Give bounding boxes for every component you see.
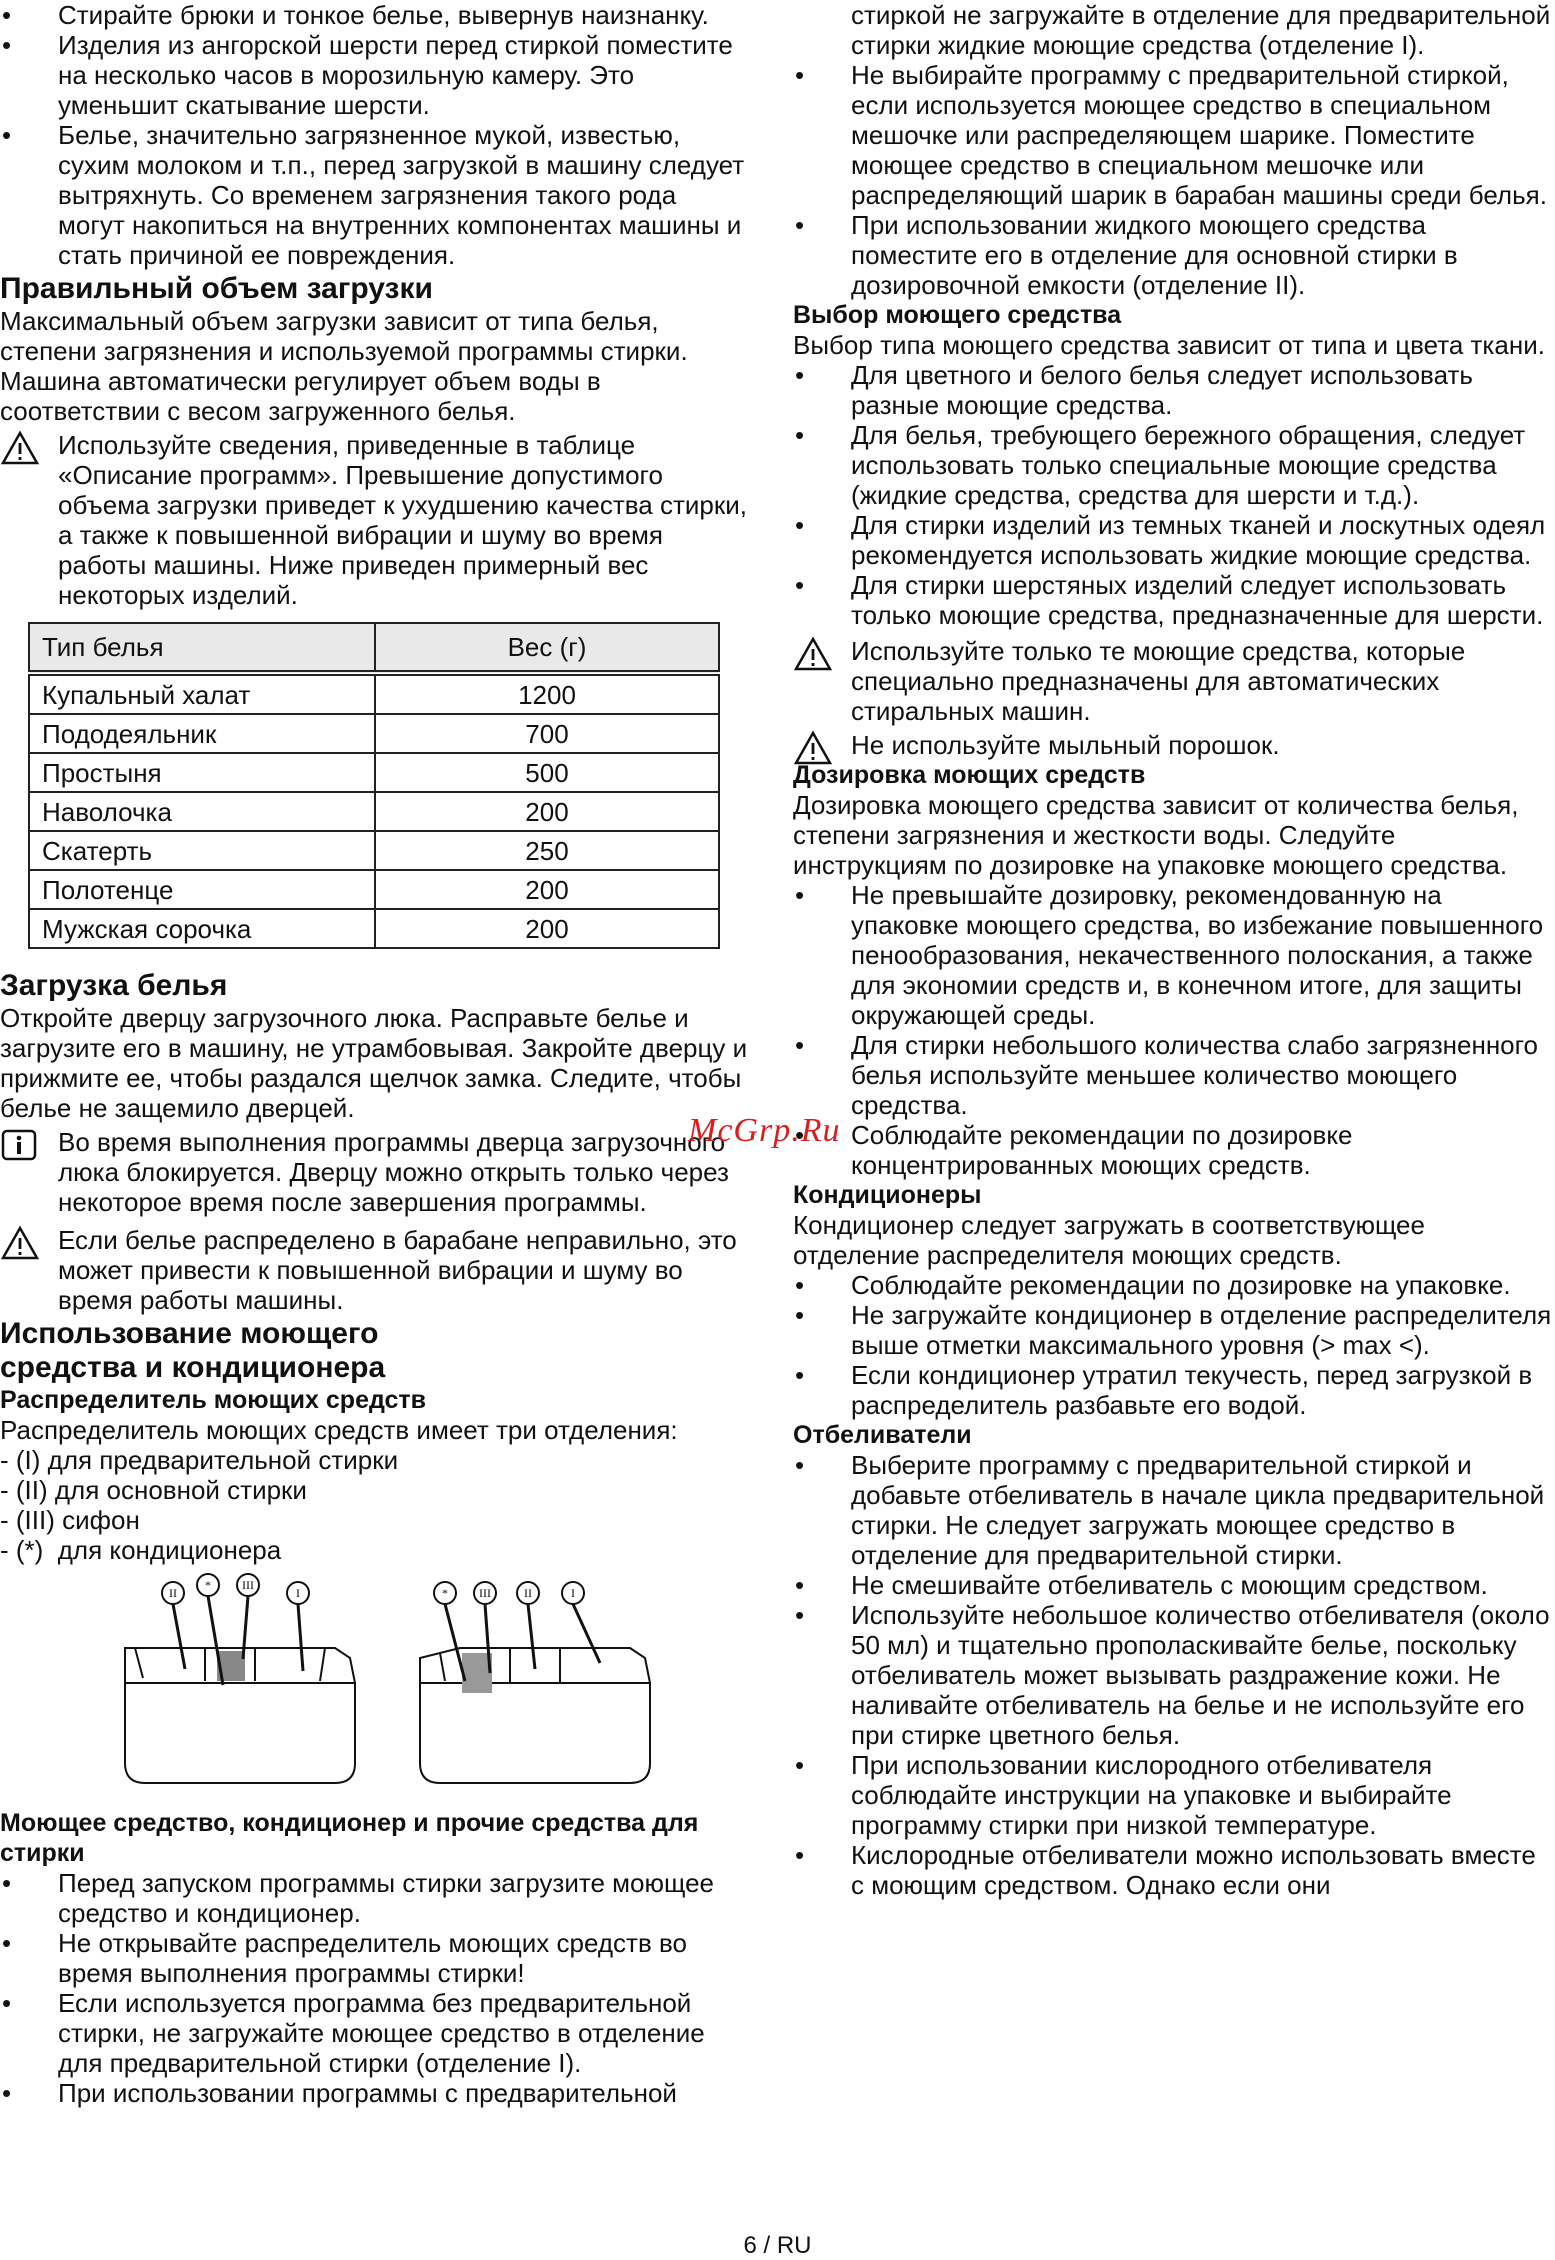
table-cell: 250 bbox=[375, 831, 719, 870]
table-cell: Пододеяльник bbox=[29, 714, 375, 753]
warning-text: Используйте только те моющие средства, которые специально предназначены для автоматических стиральных машин. bbox=[851, 636, 1466, 726]
list-item: • Соблюдайте рекомендации по дозировке на упаковке. bbox=[793, 1270, 1555, 1300]
label-compartment: III bbox=[479, 1586, 491, 1600]
subheading-dispenser: Распределитель моющих средств bbox=[0, 1386, 427, 1414]
list-item: • Белье, значительно загрязненное мукой, известью, сухим молоком и т.п., перед загрузкой в машину следует вытряхнуть. Со временем загрязнения такого рода могут накопиться на внутренних компонентах машины и стать причиной ее повреждения. bbox=[0, 120, 750, 270]
warning-note bbox=[0, 1225, 750, 1315]
weight-table bbox=[28, 622, 720, 949]
list-item: • Кислородные отбеливатели можно использовать вместе с моющим средством. Однако если они bbox=[793, 1840, 1555, 1900]
label-compartment: III bbox=[242, 1578, 254, 1592]
table-cell: Купальный халат bbox=[29, 673, 375, 714]
list-item: • Не загружайте кондиционер в отделение распределителя выше отметки максимального уровня (> max <). bbox=[793, 1300, 1555, 1360]
list-item: • Не выбирайте программу с предварительной стиркой, если используется моющее средство в специальном мешочке или распределяющем шарике. Поместите моющее средство в специальном мешочке или распределяющий шарик в барабан машины среди белья. bbox=[793, 60, 1555, 210]
list-item: • При использовании кислородного отбеливателя соблюдайте инструкции на упаковке и выбирайте программу стирки при низкой температуре. bbox=[793, 1750, 1555, 1840]
subheading-conditioners: Кондиционеры bbox=[793, 1181, 982, 1209]
label-compartment: II bbox=[524, 1586, 532, 1600]
dispenser-figures bbox=[0, 1573, 750, 1808]
warning-note bbox=[793, 636, 1555, 726]
list-item: • Не открывайте распределитель моющих средств во время выполнения программы стирки! bbox=[0, 1928, 750, 1988]
table-header-cell: Вес (г) bbox=[375, 623, 719, 673]
subheading-bleach: Отбеливатели bbox=[793, 1421, 972, 1449]
table-row bbox=[29, 792, 719, 831]
list-item: • Для стирки шерстяных изделий следует использовать только моющие средства, предназначенные для шерсти. bbox=[793, 570, 1555, 630]
table-cell: 1200 bbox=[375, 673, 719, 714]
table-cell: 500 bbox=[375, 753, 719, 792]
table-row bbox=[29, 673, 719, 714]
paragraph: Дозировка моющего средства зависит от количества белья, степени загрязнения и жесткости воды. Следуйте инструкциям по дозировке на упаковке моющего средства. bbox=[793, 790, 1519, 880]
table-cell: Наволочка bbox=[29, 792, 375, 831]
list-item: • Используйте небольшое количество отбеливателя (около 50 мл) и тщательно прополаскивайте белье, поскольку отбеливатель может вызывать раздражение кожи. Не наливайте отбеливатель на белье и не используйте его при стирке цветного белья. bbox=[793, 1600, 1555, 1750]
list-item: • Не смешивайте отбеливатель с моющим средством. bbox=[793, 1570, 1555, 1600]
watermark: McGrp.Ru bbox=[688, 1112, 841, 1149]
compartment-item: - (*) для кондиционера bbox=[0, 1535, 282, 1565]
warning-text: Используйте сведения, приведенные в таблице «Описание программ». Превышение допустимого объема загрузки приведет к ухудшению качества стирки, а также к повышенной вибрации и шуму во время работы машины. Ниже приведен примерный вес некоторых изделий. bbox=[58, 430, 747, 610]
section-heading-detergent: Использование моющего средства и кондиционера bbox=[0, 1317, 386, 1384]
table-header-row bbox=[29, 623, 719, 673]
warning-icon bbox=[793, 636, 833, 672]
table-row bbox=[29, 714, 719, 753]
table-row bbox=[29, 870, 719, 909]
left-column bbox=[0, 0, 750, 2108]
list-item: • Соблюдайте рекомендации по дозировке концентрированных моющих средств. bbox=[793, 1120, 1555, 1180]
table-cell: 700 bbox=[375, 714, 719, 753]
label-compartment: II bbox=[169, 1586, 177, 1600]
list-item: • Изделия из ангорской шерсти перед стиркой поместите на несколько часов в морозильную камеру. Это уменьшит скатывание шерсти. bbox=[0, 30, 750, 120]
warning-icon bbox=[793, 730, 833, 766]
warning-icon bbox=[0, 1225, 40, 1261]
table-row bbox=[29, 753, 719, 792]
compartment-item: - (I) для предварительной стирки bbox=[0, 1445, 399, 1475]
dispenser-drawing-1 bbox=[105, 1573, 375, 1803]
warning-note bbox=[0, 430, 750, 610]
label-compartment: * bbox=[205, 1578, 211, 1592]
subheading-dosage: Дозировка моющих средств bbox=[793, 761, 1146, 789]
list-item: • Для цветного и белого белья следует использовать разные моющие средства. bbox=[793, 360, 1555, 420]
paragraph: Максимальный объем загрузки зависит от типа белья, степени загрязнения и используемой программы стирки. Машина автоматически регулирует объем воды в соответствии с весом загруженного белья. bbox=[0, 306, 688, 426]
subheading-choice: Выбор моющего средства bbox=[793, 301, 1122, 329]
warning-text: Не используйте мыльный порошок. bbox=[851, 730, 1280, 760]
table-row bbox=[29, 831, 719, 870]
list-item: • При использовании программы с предварительной bbox=[0, 2078, 750, 2108]
info-note bbox=[0, 1127, 750, 1217]
info-text: Во время выполнения программы дверца загрузочного люка блокируется. Дверцу можно открыть только через некоторое время после завершения программы. bbox=[58, 1127, 729, 1217]
compartment-item: - (II) для основной стирки bbox=[0, 1475, 307, 1505]
list-item: • Для белья, требующего бережного обращения, следует использовать только специальные моющие средства (жидкие средства, средства для шерсти и т.д.). bbox=[793, 420, 1555, 510]
page-number: 6 / RU bbox=[743, 2232, 812, 2259]
paragraph: Откройте дверцу загрузочного люка. Расправьте белье и загрузите его в машину, не утрамбовывая. Закройте дверцу и прижмите ее, чтобы раздался щелчок замка. Следите, чтобы белье не защемило дверцей. bbox=[0, 1003, 748, 1123]
paragraph: Выбор типа моющего средства зависит от типа и цвета ткани. bbox=[793, 330, 1545, 360]
section-heading-loading: Загрузка белья bbox=[0, 969, 228, 1002]
table-cell: 200 bbox=[375, 909, 719, 948]
list-item: • Стирайте брюки и тонкое белье, вывернув наизнанку. bbox=[0, 0, 750, 30]
compartment-item: - (III) сифон bbox=[0, 1505, 140, 1535]
table-cell: Скатерть bbox=[29, 831, 375, 870]
list-item: • При использовании жидкого моющего средства поместите его в отделение для основной стирки в дозировочной емкости (отделение II). bbox=[793, 210, 1555, 300]
label-compartment: * bbox=[442, 1586, 448, 1600]
label-compartment: I bbox=[296, 1586, 300, 1600]
list-item: • Если используется программа без предварительной стирки, не загружайте моющее средство в отделение для предварительной стирки (отделение I). bbox=[0, 1988, 750, 2078]
table-cell: 200 bbox=[375, 792, 719, 831]
right-column bbox=[793, 0, 1555, 1900]
list-item: • Для стирки изделий из темных тканей и лоскутных одеял рекомендуется использовать жидкие моющие средства. bbox=[793, 510, 1555, 570]
dispenser-drawing-2 bbox=[400, 1573, 670, 1803]
section-heading-load: Правильный объем загрузки bbox=[0, 272, 433, 305]
list-item: • Перед запуском программы стирки загрузите моющее средство и кондиционер. bbox=[0, 1868, 750, 1928]
paragraph: Кондиционер следует загружать в соответствующее отделение распределителя моющих средств. bbox=[793, 1210, 1425, 1270]
list-item: • Не превышайте дозировку, рекомендованную на упаковке моющего средства, во избежание повышенного пенообразования, некачественного полоскания, а также для экономии средств и, в конечном итоге, для защиты окружающей среды. bbox=[793, 880, 1555, 1030]
paragraph: Распределитель моющих средств имеет три отделения: bbox=[0, 1415, 678, 1445]
table-cell: 200 bbox=[375, 870, 719, 909]
paragraph: стиркой не загружайте в отделение для предварительной стирки жидкие моющие средства (отделение I). bbox=[851, 0, 1551, 60]
list-item: • Для стирки небольшого количества слабо загрязненного белья используйте меньшее количество моющего средства. bbox=[793, 1030, 1555, 1120]
table-row bbox=[29, 909, 719, 948]
subheading-agents: Моющее средство, кондиционер и прочие средства для стирки bbox=[0, 1809, 699, 1867]
table-cell: Полотенце bbox=[29, 870, 375, 909]
label-compartment: I bbox=[571, 1586, 575, 1600]
warning-icon bbox=[0, 430, 40, 466]
table-cell: Простыня bbox=[29, 753, 375, 792]
warning-text: Если белье распределено в барабане неправильно, это может привести к повышенной вибрации и шуму во время работы машины. bbox=[58, 1225, 737, 1315]
table-header-cell: Тип белья bbox=[29, 623, 375, 673]
warning-note bbox=[793, 730, 1555, 760]
info-icon bbox=[0, 1127, 40, 1163]
list-item: • Если кондиционер утратил текучесть, перед загрузкой в распределитель разбавьте его водой. bbox=[793, 1360, 1555, 1420]
list-item: • Выберите программу с предварительной стиркой и добавьте отбеливатель в начале цикла предварительной стирки. Не следует загружать моющее средство в отделение для предварительной стирки. bbox=[793, 1450, 1555, 1570]
table-cell: Мужская сорочка bbox=[29, 909, 375, 948]
